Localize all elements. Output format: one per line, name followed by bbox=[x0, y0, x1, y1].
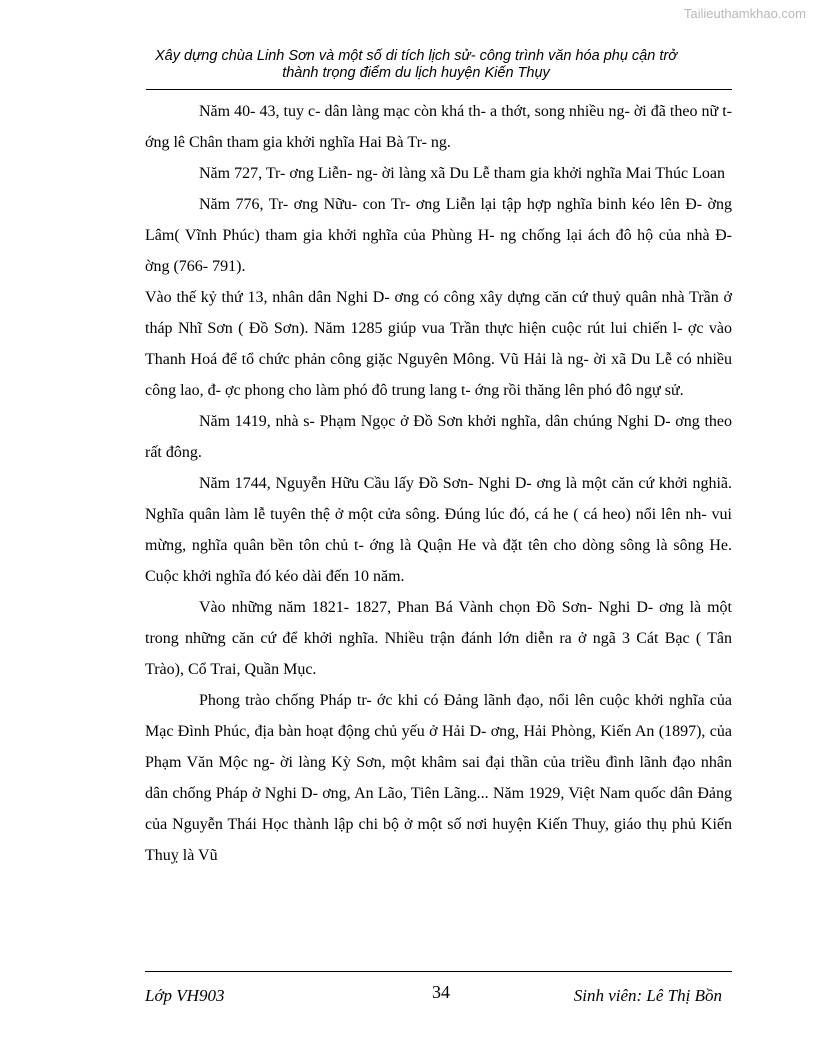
header-line-2: thành trọng điểm du lịch huyện Kiến Thụy bbox=[282, 65, 550, 81]
page-footer bbox=[145, 982, 732, 1010]
paragraph: Phong trào chống Pháp tr- ớc khi có Đảng lãnh đạo, nổi lên cuộc khởi nghĩa của Mạc Đình Phúc, địa bàn hoạt động chủ yếu ở Hải D- ơng, Hải Phòng, Kiến An (1897), của Phạm Văn Mộc ng- ời làng Kỳ Sơn, một khâm sai đại thần của triều đình lãnh đạo nhân dân chống Pháp ở Nghi D- ơng, An Lão, Tiên Lãng... Năm 1929, Việt Nam quốc dân Đảng của Nguyễn Thái Học thành lập chi bộ ở một số nơi huyện Kiến Thuy, giáo thụ phủ Kiến Thuỵ là Vũ bbox=[145, 692, 732, 864]
paragraph: Năm 40- 43, tuy c- dân làng mạc còn khá th- a thớt, song nhiều ng- ời đã theo nữ t- ớng lê Chân tham gia khởi nghĩa Hai Bà Tr- ng. bbox=[145, 103, 732, 151]
header-divider bbox=[146, 89, 732, 90]
running-header bbox=[100, 48, 732, 82]
body-text bbox=[145, 96, 732, 871]
page-number: 34 bbox=[432, 982, 450, 1002]
paragraph: Năm 727, Tr- ơng Liễn- ng- ời làng xã Du Lễ tham gia khởi nghĩa Mai Thúc Loan bbox=[199, 165, 726, 182]
class-label: Lớp VH903 bbox=[145, 986, 225, 1005]
paragraph: Năm 776, Tr- ơng Nữu- con Tr- ơng Liễn lại tập hợp nghĩa binh kéo lên Đ- ờng Lâm( Vĩnh Phúc) tham gia khởi nghĩa của Phùng H- ng chống lại ách đô hộ của nhà Đ- ờng (766- 791). bbox=[145, 196, 732, 275]
paragraph: Vào thế kỷ thứ 13, nhân dân Nghi D- ơng có công xây dựng căn cứ thuỷ quân nhà Trần ở tháp Nhĩ Sơn ( Đồ Sơn). Năm 1285 giúp vua Trần thực hiện cuộc rút lui chiến l- ợc vào Thanh Hoá để tổ chức phản công giặc Nguyên Mông. Vũ Hải là ng- ời xã Du Lễ có nhiều công lao, đ- ợc phong cho làm phó đô trung lang t- ớng rồi thăng lên phó đô ngự sử. bbox=[145, 289, 732, 399]
student-label: Sinh viên: Lê Thị Bồn bbox=[573, 986, 722, 1005]
footer-divider bbox=[145, 971, 732, 972]
paragraph: Năm 1744, Nguyễn Hữu Cầu lấy Đồ Sơn- Nghi D- ơng là một căn cứ khởi nghiã. Nghĩa quân làm lễ tuyên thệ ở một cửa sông. Đúng lúc đó, cá he ( cá heo) nổi lên nh- vui mừng, nghĩa quân bền tôn chủ t- ớng là Quận He và đặt tên cho dòng sông là sông He. Cuộc khởi nghĩa đó kéo dài đến 10 năm. bbox=[145, 475, 732, 585]
paragraph: Năm 1419, nhà s- Phạm Ngọc ở Đồ Sơn khởi nghĩa, dân chúng Nghi D- ơng theo rất đông. bbox=[145, 413, 732, 461]
watermark: Tailieuthamkhao.com bbox=[683, 6, 806, 21]
paragraph: Vào những năm 1821- 1827, Phan Bá Vành chọn Đồ Sơn- Nghi D- ơng là một trong những căn cứ để khởi nghĩa. Nhiều trận đánh lớn diễn ra ở ngã 3 Cát Bạc ( Tân Trào), Cổ Trai, Quần Mục. bbox=[145, 599, 732, 678]
header-line-1: Xây dựng chùa Linh Sơn và một số di tích lịch sử- công trình văn hóa phụ cận trở bbox=[155, 48, 677, 64]
